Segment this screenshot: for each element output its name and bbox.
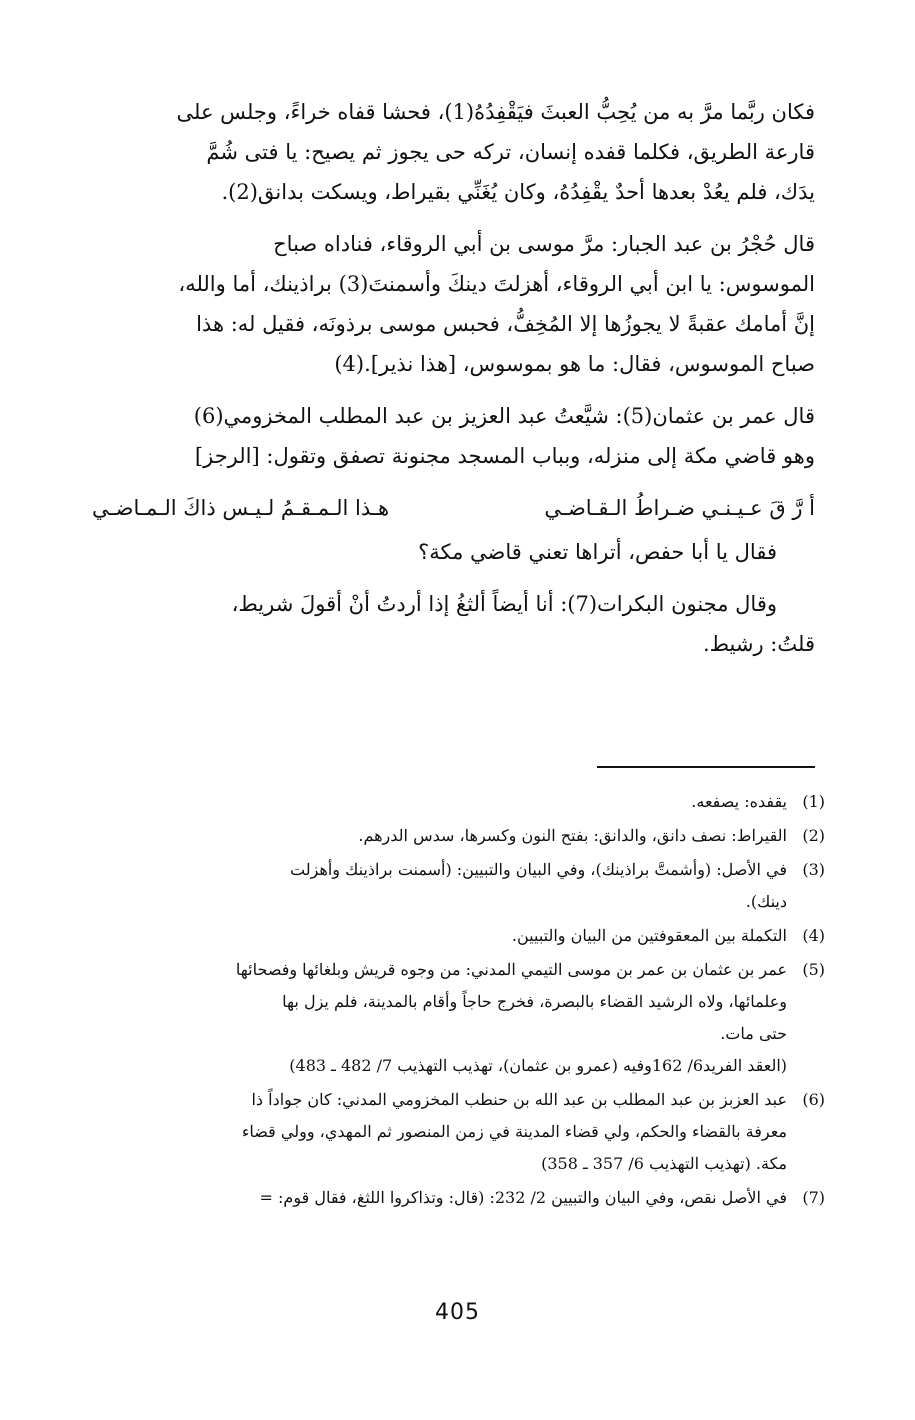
footnote-line: يقفده: يصفعه. bbox=[691, 792, 787, 811]
footnote-text bbox=[85, 1182, 787, 1214]
footnote-text bbox=[85, 1084, 787, 1180]
footnote-divider bbox=[597, 766, 815, 768]
text-line: فقال يا أبا حفص، أتراها تعني قاضي مكة؟ bbox=[418, 540, 777, 564]
footnote-line: عمر بن عثمان بن عمر بن موسى التيمي المدني: من وجوه قريش وبلغائها وفصحائها bbox=[235, 960, 787, 979]
footnote-text bbox=[85, 786, 787, 818]
paragraph-after-verse bbox=[92, 532, 815, 572]
footnote-line: (العقد الفريد6/ 162وفيه (عمرو بن عثمان)، تهذيب التهذيب 7/ 482 ـ 483) bbox=[289, 1056, 787, 1075]
footnote bbox=[85, 820, 825, 852]
footnote-line: دينك). bbox=[745, 892, 787, 911]
footnote-line: وعلمائها، ولاه الرشيد القضاء بالبصرة، فخرج حاجاً وأقام بالمدينة، فلم يزل بها bbox=[282, 992, 787, 1011]
footnote-line: حتى مات. bbox=[720, 1024, 787, 1043]
footnote-line: في الأصل: (وأشمتَّ براذينك)، وفي البيان والتبيين: (أسمنت براذينك وأهزلت bbox=[290, 860, 787, 879]
text-line: الموسوس: يا ابن أبي الروقاء، أهزلتَ دينكَ وأسمنتَ(3) براذينك، أما والله، bbox=[178, 272, 815, 296]
footnote-number: (3) bbox=[802, 860, 825, 879]
paragraph-3 bbox=[92, 396, 815, 476]
footnote bbox=[85, 854, 825, 918]
text-line: صباح الموسوس، فقال: ما هو بموسوس، [هذا نذير].(4) bbox=[334, 352, 815, 376]
footnote-line: عبد العزبز بن عبد المطلب بن عبد الله بن حنطب المخزومي المدني: كان جواداً ذا bbox=[251, 1090, 787, 1109]
footnote-number: (7) bbox=[802, 1188, 825, 1207]
main-text bbox=[92, 92, 815, 676]
footnote bbox=[85, 954, 825, 1082]
text-line: فكان ربَّما مرَّ به من يُحِبُّ العبثَ فيَقْفِدُهُ(1)، فحشا قفاه خراءً، وجلس على bbox=[176, 100, 815, 124]
text-line: قلتُ: رشيط. bbox=[702, 632, 815, 656]
footnote-line: في الأصل نقص، وفي البيان والتبيين 2/ 232: (قال: وتذاكروا اللثغ، فقال قوم: = bbox=[259, 1188, 787, 1207]
text-line: قال حُجْرُ بن عبد الجبار: مرَّ موسى بن أبي الروقاء، فناداه صباح bbox=[273, 232, 815, 256]
text-line: قال عمر بن عثمان(5): شيَّعتُ عبد العزيز بن عبد المطلب المخزومي(6) bbox=[193, 404, 815, 428]
footnote-line: التكملة بين المعقوفتين من البيان والتبيين. bbox=[511, 926, 787, 945]
text-line: وقال مجنون البكرات(7): أنا أيضاً ألثغُ إذا أردتُ أنْ أقولَ شريط، bbox=[231, 592, 777, 616]
footnotes bbox=[85, 786, 825, 1216]
footnote-text bbox=[85, 920, 787, 952]
text-line: قارعة الطريق، فكلما قفده إنسان، تركه حى يجوز ثم يصيح: يا فتى شُمَّ bbox=[206, 140, 815, 164]
footnote-number: (2) bbox=[802, 826, 825, 845]
paragraph-1 bbox=[92, 92, 815, 212]
footnote-number: (5) bbox=[802, 960, 825, 979]
footnote-line: القيراط: نصف دانق، والدانق: بفتح النون وكسرها، سدس الدرهم. bbox=[358, 826, 787, 845]
paragraph-2 bbox=[92, 224, 815, 384]
verse-second-hemistich: هـذا الـمـقـمُ لـيـس ذاكَ الـمـاضـي bbox=[92, 496, 390, 520]
footnote bbox=[85, 920, 825, 952]
footnote bbox=[85, 786, 825, 818]
footnote bbox=[85, 1084, 825, 1180]
footnote-number: (4) bbox=[802, 926, 825, 945]
poem-verse bbox=[92, 488, 815, 528]
text-line: وهو قاضي مكة إلى منزله، وبباب المسجد مجنونة تصفق وتقول: [الرجز] bbox=[194, 444, 815, 468]
footnote-number: (1) bbox=[802, 792, 825, 811]
footnote-line: مكة. (تهذيب التهذيب 6/ 357 ـ 358) bbox=[541, 1154, 787, 1173]
paragraph-last bbox=[92, 584, 815, 664]
page-number: 405 bbox=[435, 1300, 480, 1325]
footnote-text bbox=[85, 954, 787, 1082]
footnote-number: (6) bbox=[802, 1090, 825, 1109]
text-line: إنَّ أمامك عقبةً لا يجوزُها إلا المُخِفُّ، فحبس موسى برذونَه، فقيل له: هذا bbox=[196, 312, 815, 336]
verse-first-hemistich: أ رَّ قَ عـيـنـي ضـراطُ الـقـاضـي bbox=[544, 496, 815, 520]
text-line: يدَك، فلم يعُدْ بعدها أحدٌ يقْفِدُهُ، وكان يُغَنِّي بقيراط، ويسكت بدانق(2). bbox=[221, 180, 815, 204]
footnote-text bbox=[85, 854, 787, 918]
footnote-text bbox=[85, 820, 787, 852]
footnote bbox=[85, 1182, 825, 1214]
footnote-line: معرفة بالقضاء والحكم، ولي قضاء المدينة في زمن المنصور ثم المهدي، وولي قضاء bbox=[241, 1122, 787, 1141]
